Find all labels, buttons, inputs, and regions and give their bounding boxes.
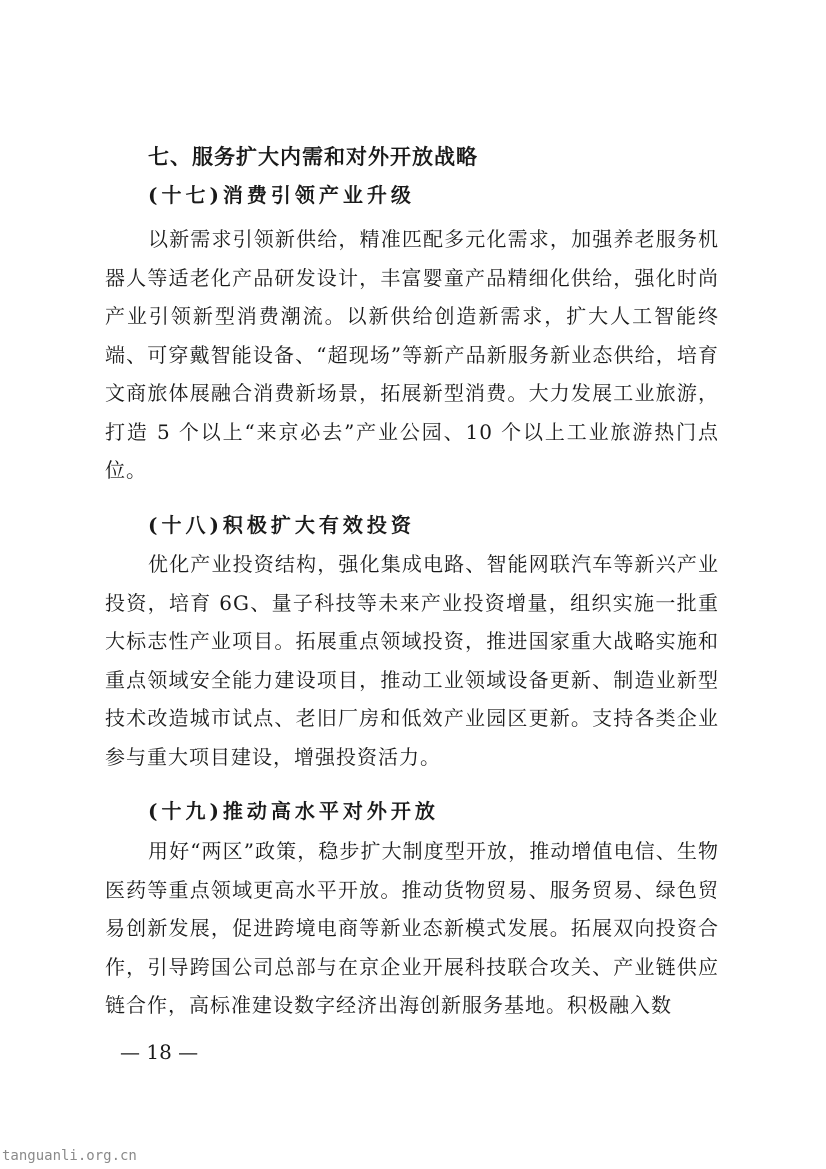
- page-number: — 18 —: [120, 1040, 199, 1064]
- watermark: tanguanli.org.cn: [2, 1148, 137, 1164]
- subsection-heading-17: (十七)消费引领产业升级: [148, 183, 415, 207]
- section-title: 七、服务扩大内需和对外开放战略: [148, 145, 478, 169]
- subsection-heading-19: (十九)推动高水平对外开放: [148, 799, 439, 823]
- paragraph-18: 优化产业投资结构，强化集成电路、智能网联汽车等新兴产业投资，培育 6G、量子科技等未来产业投资增量，组织实施一批重大标志性产业项目。拓展重点领域投资，推进国家重大战略实施和重点领域安全能力建设项目，推动工业领域设备更新、制造业新型技术改造城市试点、老旧厂房和低效产业园区更新。支持各类企业参与重大项目建设，增强投资活力。: [105, 552, 719, 769]
- paragraph-17: 以新需求引领新供给，精准匹配多元化需求，加强养老服务机器人等适老化产品研发设计，丰富婴童产品精细化供给，强化时尚产业引领新型消费潮流。以新供给创造新需求，扩大人工智能终端、可穿戴智能设备、“超现场”等新产品新服务新业态供给，培育文商旅体展融合消费新场景，拓展新型消费。大力发展工业旅游，打造 5 个以上“来京必去”产业公园、10 个以上工业旅游热门点位。: [105, 227, 719, 482]
- paragraph-19: 用好“两区”政策，稳步扩大制度型开放，推动增值电信、生物医药等重点领域更高水平开放。推动货物贸易、服务贸易、绿色贸易创新发展，促进跨境电商等新业态新模式发展。拓展双向投资合作，引导跨国公司总部与在京企业开展科技联合攻关、产业链供应链合作，高标准建设数字经济出海创新服务基地。积极融入数: [105, 839, 719, 1017]
- subsection-heading-18: (十八)积极扩大有效投资: [148, 513, 415, 537]
